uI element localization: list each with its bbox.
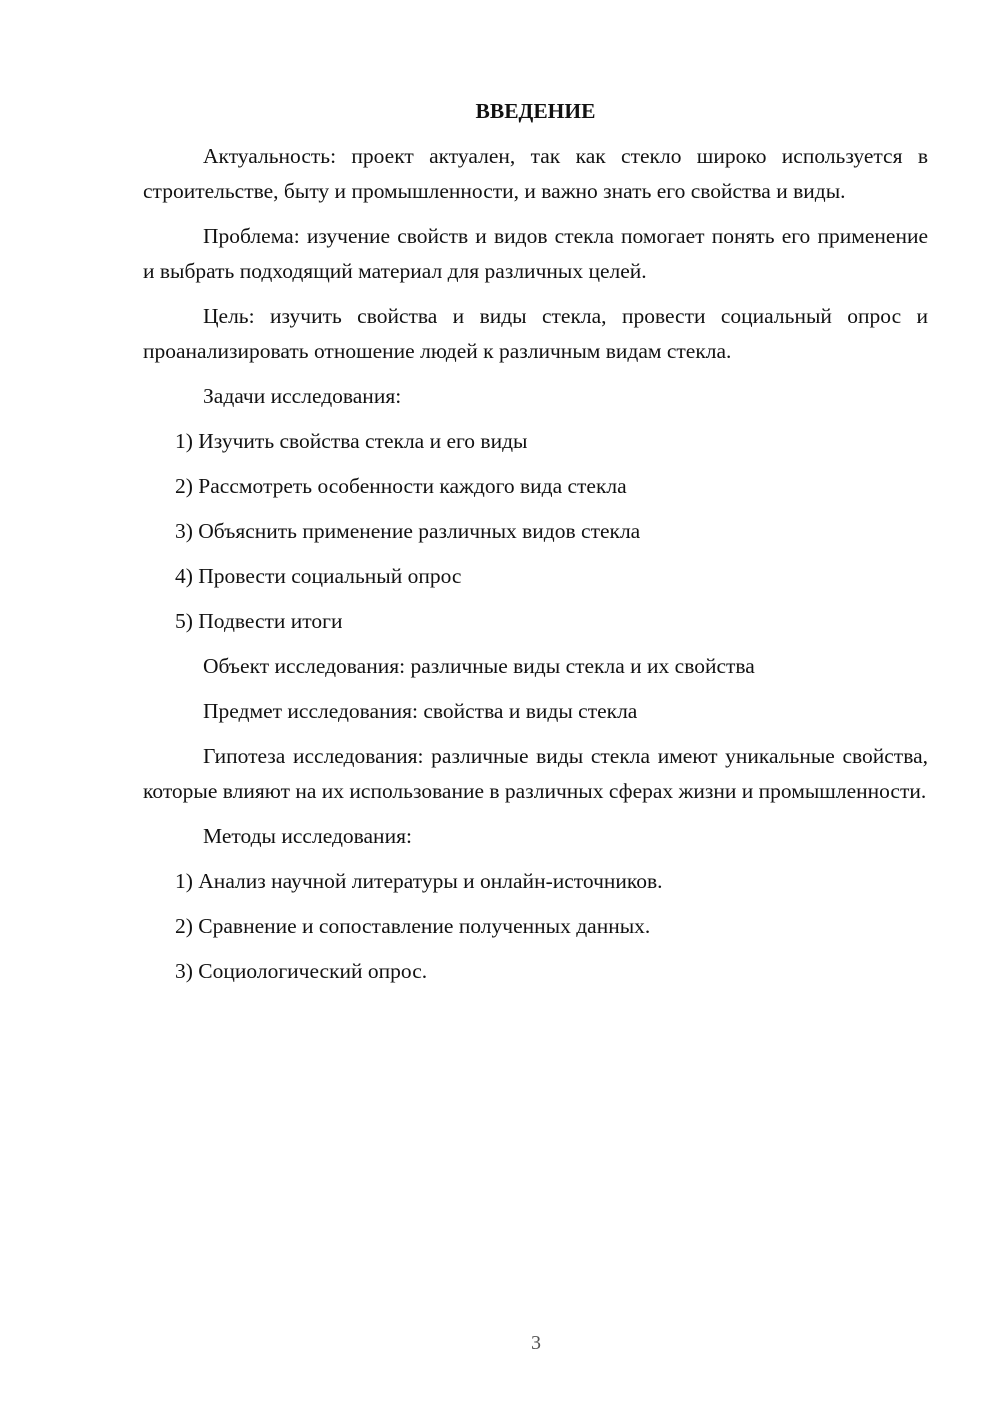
section-title: ВВЕДЕНИЕ <box>475 99 596 123</box>
list-item: 1) Изучить свойства стекла и его виды <box>175 429 528 453</box>
problem-paragraph: Проблема: изучение свойств и видов стекла помогает понять его применение и выбрать подходящий материал для различных целей. <box>143 224 928 283</box>
document-body <box>143 94 928 999</box>
list-item: 1) Анализ научной литературы и онлайн-источников. <box>175 869 663 893</box>
list-item: 5) Подвести итоги <box>175 609 343 633</box>
object-paragraph: Объект исследования: различные виды стекла и их свойства <box>203 654 755 678</box>
list-item: 4) Провести социальный опрос <box>175 564 462 588</box>
list-item: 2) Сравнение и сопоставление полученных данных. <box>175 914 651 938</box>
page-number: 3 <box>531 1332 541 1354</box>
tasks-list <box>143 424 928 639</box>
goal-paragraph: Цель: изучить свойства и виды стекла, провести социальный опрос и проанализировать отношение людей к различным видам стекла. <box>143 304 928 363</box>
methods-list <box>143 864 928 989</box>
list-item: 3) Объяснить применение различных видов стекла <box>175 519 641 543</box>
list-item: 2) Рассмотреть особенности каждого вида стекла <box>175 474 627 498</box>
hypothesis-paragraph: Гипотеза исследования: различные виды стекла имеют уникальные свойства, которые влияют на их использование в различных сферах жизни и промышленности. <box>143 744 928 803</box>
subject-paragraph: Предмет исследования: свойства и виды стекла <box>203 699 638 723</box>
relevance-paragraph: Актуальность: проект актуален, так как стекло широко используется в строительстве, быту и промышленности, и важно знать его свойства и виды. <box>143 144 928 203</box>
tasks-heading: Задачи исследования: <box>203 384 402 408</box>
list-item: 3) Социологический опрос. <box>175 959 428 983</box>
methods-heading: Методы исследования: <box>203 824 412 848</box>
